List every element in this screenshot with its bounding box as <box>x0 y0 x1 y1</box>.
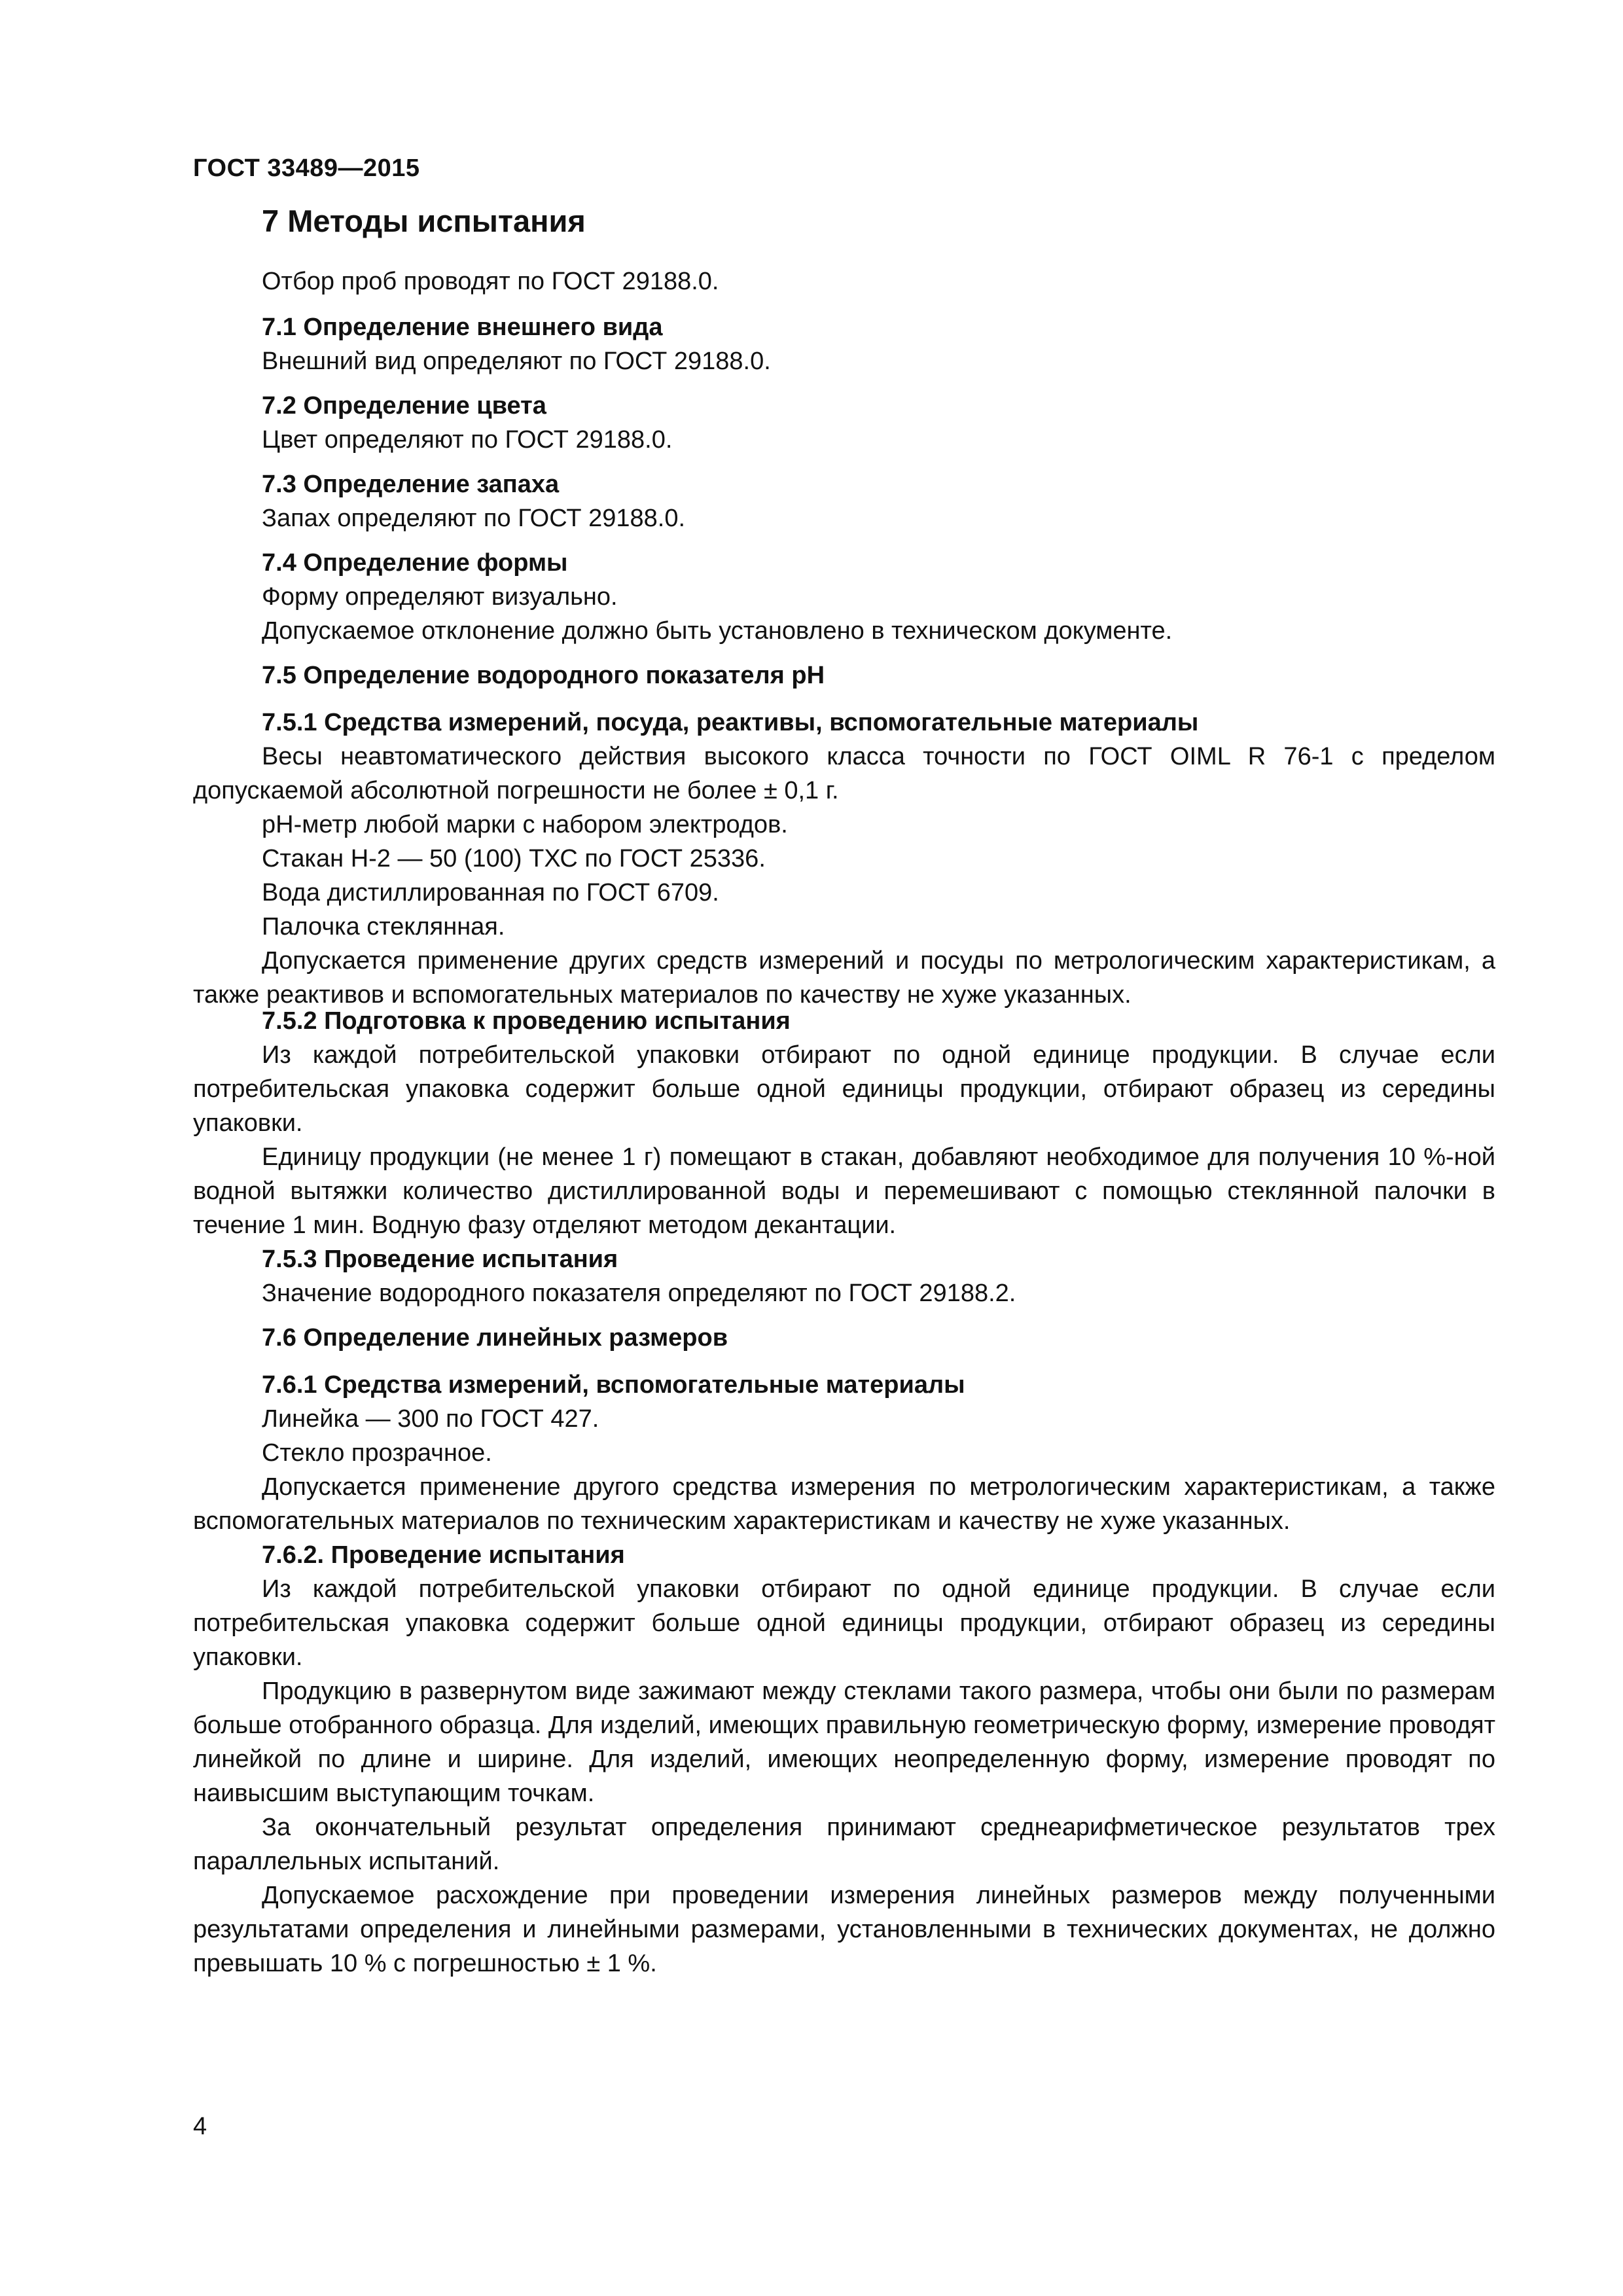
text-7-6-1-allowance: Допускается применение другого средства измерения по метрологическим характеристикам, а также вспомогательных материалов по техническим характеристикам и качеству не хуже указанных. <box>193 1473 1495 1535</box>
subsection-7-5 <box>193 658 1495 692</box>
section-intro <box>193 264 1495 298</box>
text-7-5-3: Значение водородного показателя определяют по ГОСТ 29188.2. <box>262 1280 1016 1307</box>
heading-7-6: 7.6 Определение линейных размеров <box>262 1324 728 1352</box>
text-7-5-1-ph-meter: pH-метр любой марки с набором электродов. <box>262 811 788 838</box>
text-7-6-2-result: За окончательный результат определения принимают среднеарифметическое результатов трех параллельных испытаний. <box>193 1814 1495 1875</box>
subsection-7-3 <box>193 467 1495 535</box>
subsection-7-6-1 <box>193 1368 1495 1538</box>
text-7-3: Запах определяют по ГОСТ 29188.0. <box>262 505 686 532</box>
heading-7-3: 7.3 Определение запаха <box>262 471 560 498</box>
subsection-7-6 <box>193 1321 1495 1355</box>
heading-7-5-2: 7.5.2 Подготовка к проведению испытания <box>262 1007 791 1035</box>
text-7-6-2-sampling: Из каждой потребительской упаковки отбирают по одной единице продукции. В случае если потребительская упаковка содержит больше одной единицы продукции, отбирают образец из середины упаковки. <box>193 1575 1495 1671</box>
subsection-7-5-3 <box>193 1242 1495 1310</box>
text-7-6-2-tolerance: Допускаемое расхождение при проведении измерения линейных размеров между полученными результатами определения и линейными размерами, установленными в технических документах, не должно превышать 10 % с погрешностью ± 1 %. <box>193 1882 1495 1977</box>
heading-7-5: 7.5 Определение водородного показателя pH <box>262 662 825 689</box>
heading-7-4: 7.4 Определение формы <box>262 549 568 577</box>
heading-7-5-1: 7.5.1 Средства измерений, посуда, реактивы, вспомогательные материалы <box>262 709 1199 736</box>
text-7-6-1-ruler: Линейка — 300 по ГОСТ 427. <box>262 1405 599 1433</box>
heading-7-6-2: 7.6.2. Проведение испытания <box>262 1541 625 1569</box>
subsection-7-4 <box>193 546 1495 648</box>
intro-text: Отбор проб проводят по ГОСТ 29188.0. <box>262 268 719 295</box>
text-7-5-2-preparation: Единицу продукции (не менее 1 г) помещают в стакан, добавляют необходимое для получения 10 %-ной водной вытяжки количество дистиллированной воды и перемешивают с помощью стеклянной палочки в течение 1 мин. Водную фазу отделяют методом декантации. <box>193 1143 1495 1239</box>
heading-7-6-1: 7.6.1 Средства измерений, вспомогательные материалы <box>262 1371 965 1399</box>
heading-7-2: 7.2 Определение цвета <box>262 392 546 420</box>
text-7-1: Внешний вид определяют по ГОСТ 29188.0. <box>262 348 771 375</box>
subsection-7-6-2 <box>193 1538 1495 1981</box>
subsection-7-1 <box>193 310 1495 378</box>
text-7-5-2-sampling: Из каждой потребительской упаковки отбирают по одной единице продукции. В случае если потребительская упаковка содержит больше одной единицы продукции, отбирают образец из середины упаковки. <box>193 1041 1495 1137</box>
subsection-7-5-2 <box>193 1004 1495 1242</box>
subsection-7-2 <box>193 389 1495 457</box>
text-7-6-1-glass: Стекло прозрачное. <box>262 1439 492 1467</box>
text-7-5-1-water: Вода дистиллированная по ГОСТ 6709. <box>262 879 719 906</box>
text-7-6-2-procedure: Продукцию в развернутом виде зажимают между стеклами такого размера, чтобы они были по размерам больше отобранного образца. Для изделий, имеющих правильную геометрическую форму, измерение проводят линейкой по длине и ширине. Для изделий, имеющих неопределенную форму, измерение проводят по наивысшим выступающим точкам. <box>193 1677 1495 1807</box>
text-7-4-b: Допускаемое отклонение должно быть установлено в техническом документе. <box>262 617 1173 645</box>
heading-7-1: 7.1 Определение внешнего вида <box>262 314 663 341</box>
subsection-7-5-1 <box>193 706 1495 1012</box>
text-7-5-1-rod: Палочка стеклянная. <box>262 913 505 941</box>
text-7-5-1-beaker: Стакан Н-2 — 50 (100) ТХС по ГОСТ 25336. <box>262 845 766 872</box>
text-7-4-a: Форму определяют визуально. <box>262 583 618 611</box>
section-title: 7 Методы испытания <box>262 204 586 238</box>
text-7-2: Цвет определяют по ГОСТ 29188.0. <box>262 426 673 454</box>
text-7-5-1-scales: Весы неавтоматического действия высокого класса точности по ГОСТ OIML R 76-1 с пределом допускаемой абсолютной погрешности не более ± 0,1 г. <box>193 743 1495 804</box>
page-number: 4 <box>193 2113 207 2140</box>
text-7-5-1-allowance: Допускается применение других средств измерений и посуды по метрологическим характеристикам, а также реактивов и вспомогательных материалов по качеству не хуже указанных. <box>193 947 1495 1009</box>
document-code-header: ГОСТ 33489—2015 <box>193 154 420 182</box>
heading-7-5-3: 7.5.3 Проведение испытания <box>262 1246 618 1273</box>
